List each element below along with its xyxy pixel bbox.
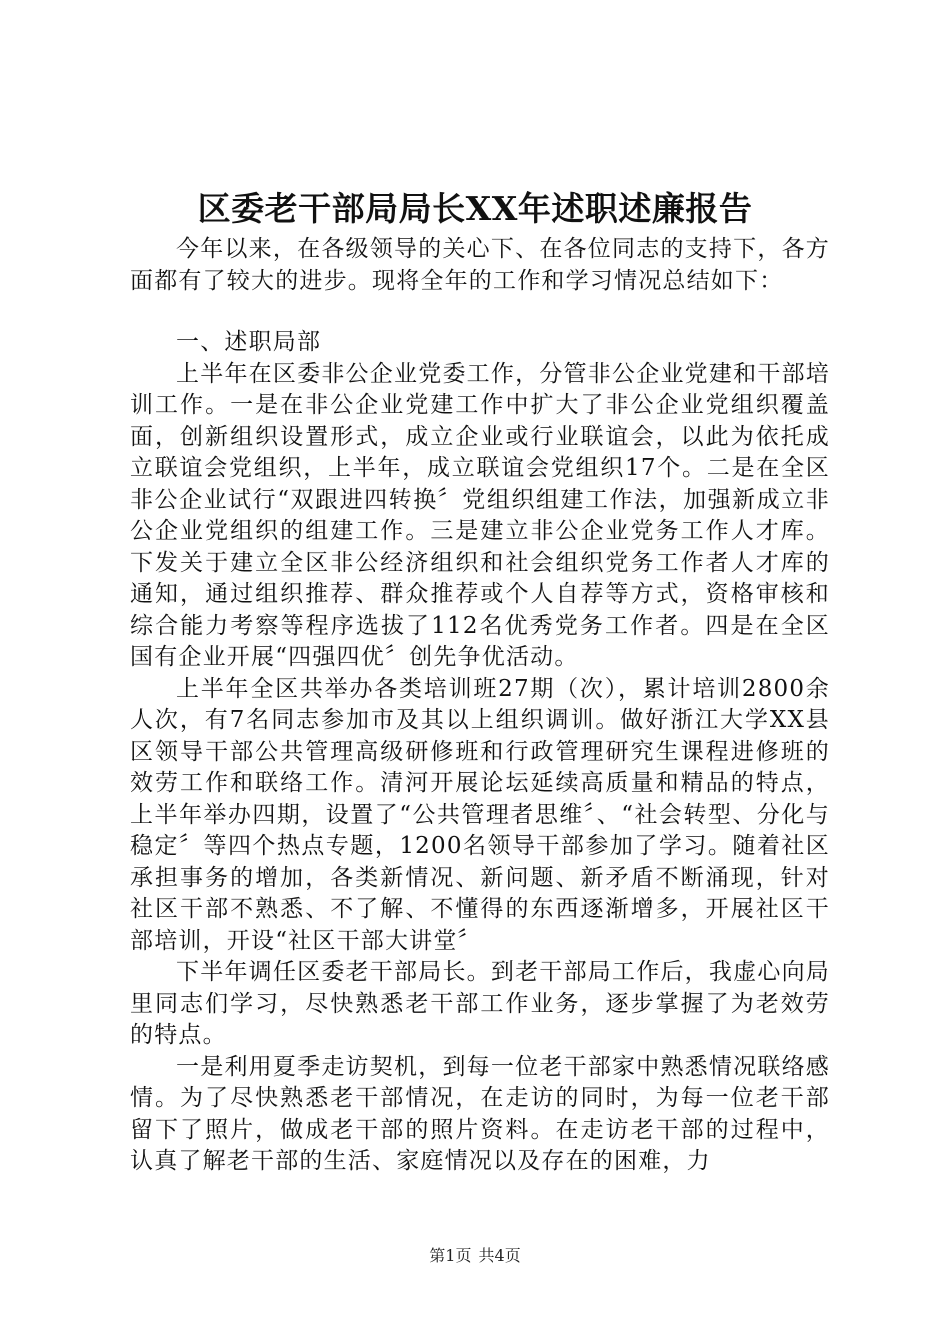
body-paragraph: 下半年调任区委老干部局长。到老干部局工作后，我虚心向局里同志们学习，尽快熟悉老干部工作业务，逐步掌握了为老效劳的特点。	[130, 959, 830, 1048]
body-paragraph: 一是利用夏季走访契机，到每一位老干部家中熟悉情况联络感情。为了尽快熟悉老干部情况，在走访的同时，为每一位老干部留下了照片，做成老干部的照片资料。在走访老干部的过程中，认真了解老干部的生活、家庭情况以及存在的困难，力	[130, 1053, 830, 1174]
body-paragraph: 上半年在区委非公企业党委工作，分管非公企业党建和干部培训工作。一是在非公企业党建工作中扩大了非公企业党组织覆盖面，创新组织设置形式，成立企业或行业联谊会，以此为依托成立联谊会党组织，上半年，成立联谊会党组织17个。二是在全区非公企业试行“双跟进四转换〞党组织组建工作法，加强新成立非公企业党组织的组建工作。三是建立非公企业党务工作人才库。下发关于建立全区非公经济组织和社会组织党务工作者人才库的通知，通过组织推荐、群众推荐或个人自荐等方式，资格审核和综合能力考察等程序选拔了112名优秀党务工作者。四是在全区国有企业开展“四强四优〞创先争优活动。	[130, 360, 830, 670]
document-title: 区委老干部局局长XX年述职述廉报告	[197, 189, 753, 228]
document-body	[130, 234, 830, 1178]
page-number: 第1页	[429, 1246, 472, 1265]
page-footer	[0, 1245, 950, 1267]
body-paragraph: 上半年全区共举办各类培训班27期（次），累计培训2800余人次，有7名同志参加市及其以上组织调训。做好浙江大学XX县区领导干部公共管理高级研修班和行政管理研究生课程进修班的效劳工作和联络工作。清河开展论坛延续高质量和精品的特点，上半年举办四期，设置了“公共管理者思维〞、“社会转型、分化与稳定〞等四个热点专题，1200名领导干部参加了学习。随着社区承担事务的增加，各类新情况、新问题、新矛盾不断涌现，针对社区干部不熟悉、不了解、不懂得的东西逐渐增多，开展社区干部培训，开设“社区干部大讲堂〞	[130, 675, 830, 954]
intro-paragraph: 今年以来，在各级领导的关心下、在各位同志的支持下，各方面都有了较大的进步。现将全年的工作和学习情况总结如下：	[130, 236, 830, 294]
section-heading: 一、述职局部	[176, 329, 322, 355]
page-total: 共4页	[478, 1246, 521, 1265]
